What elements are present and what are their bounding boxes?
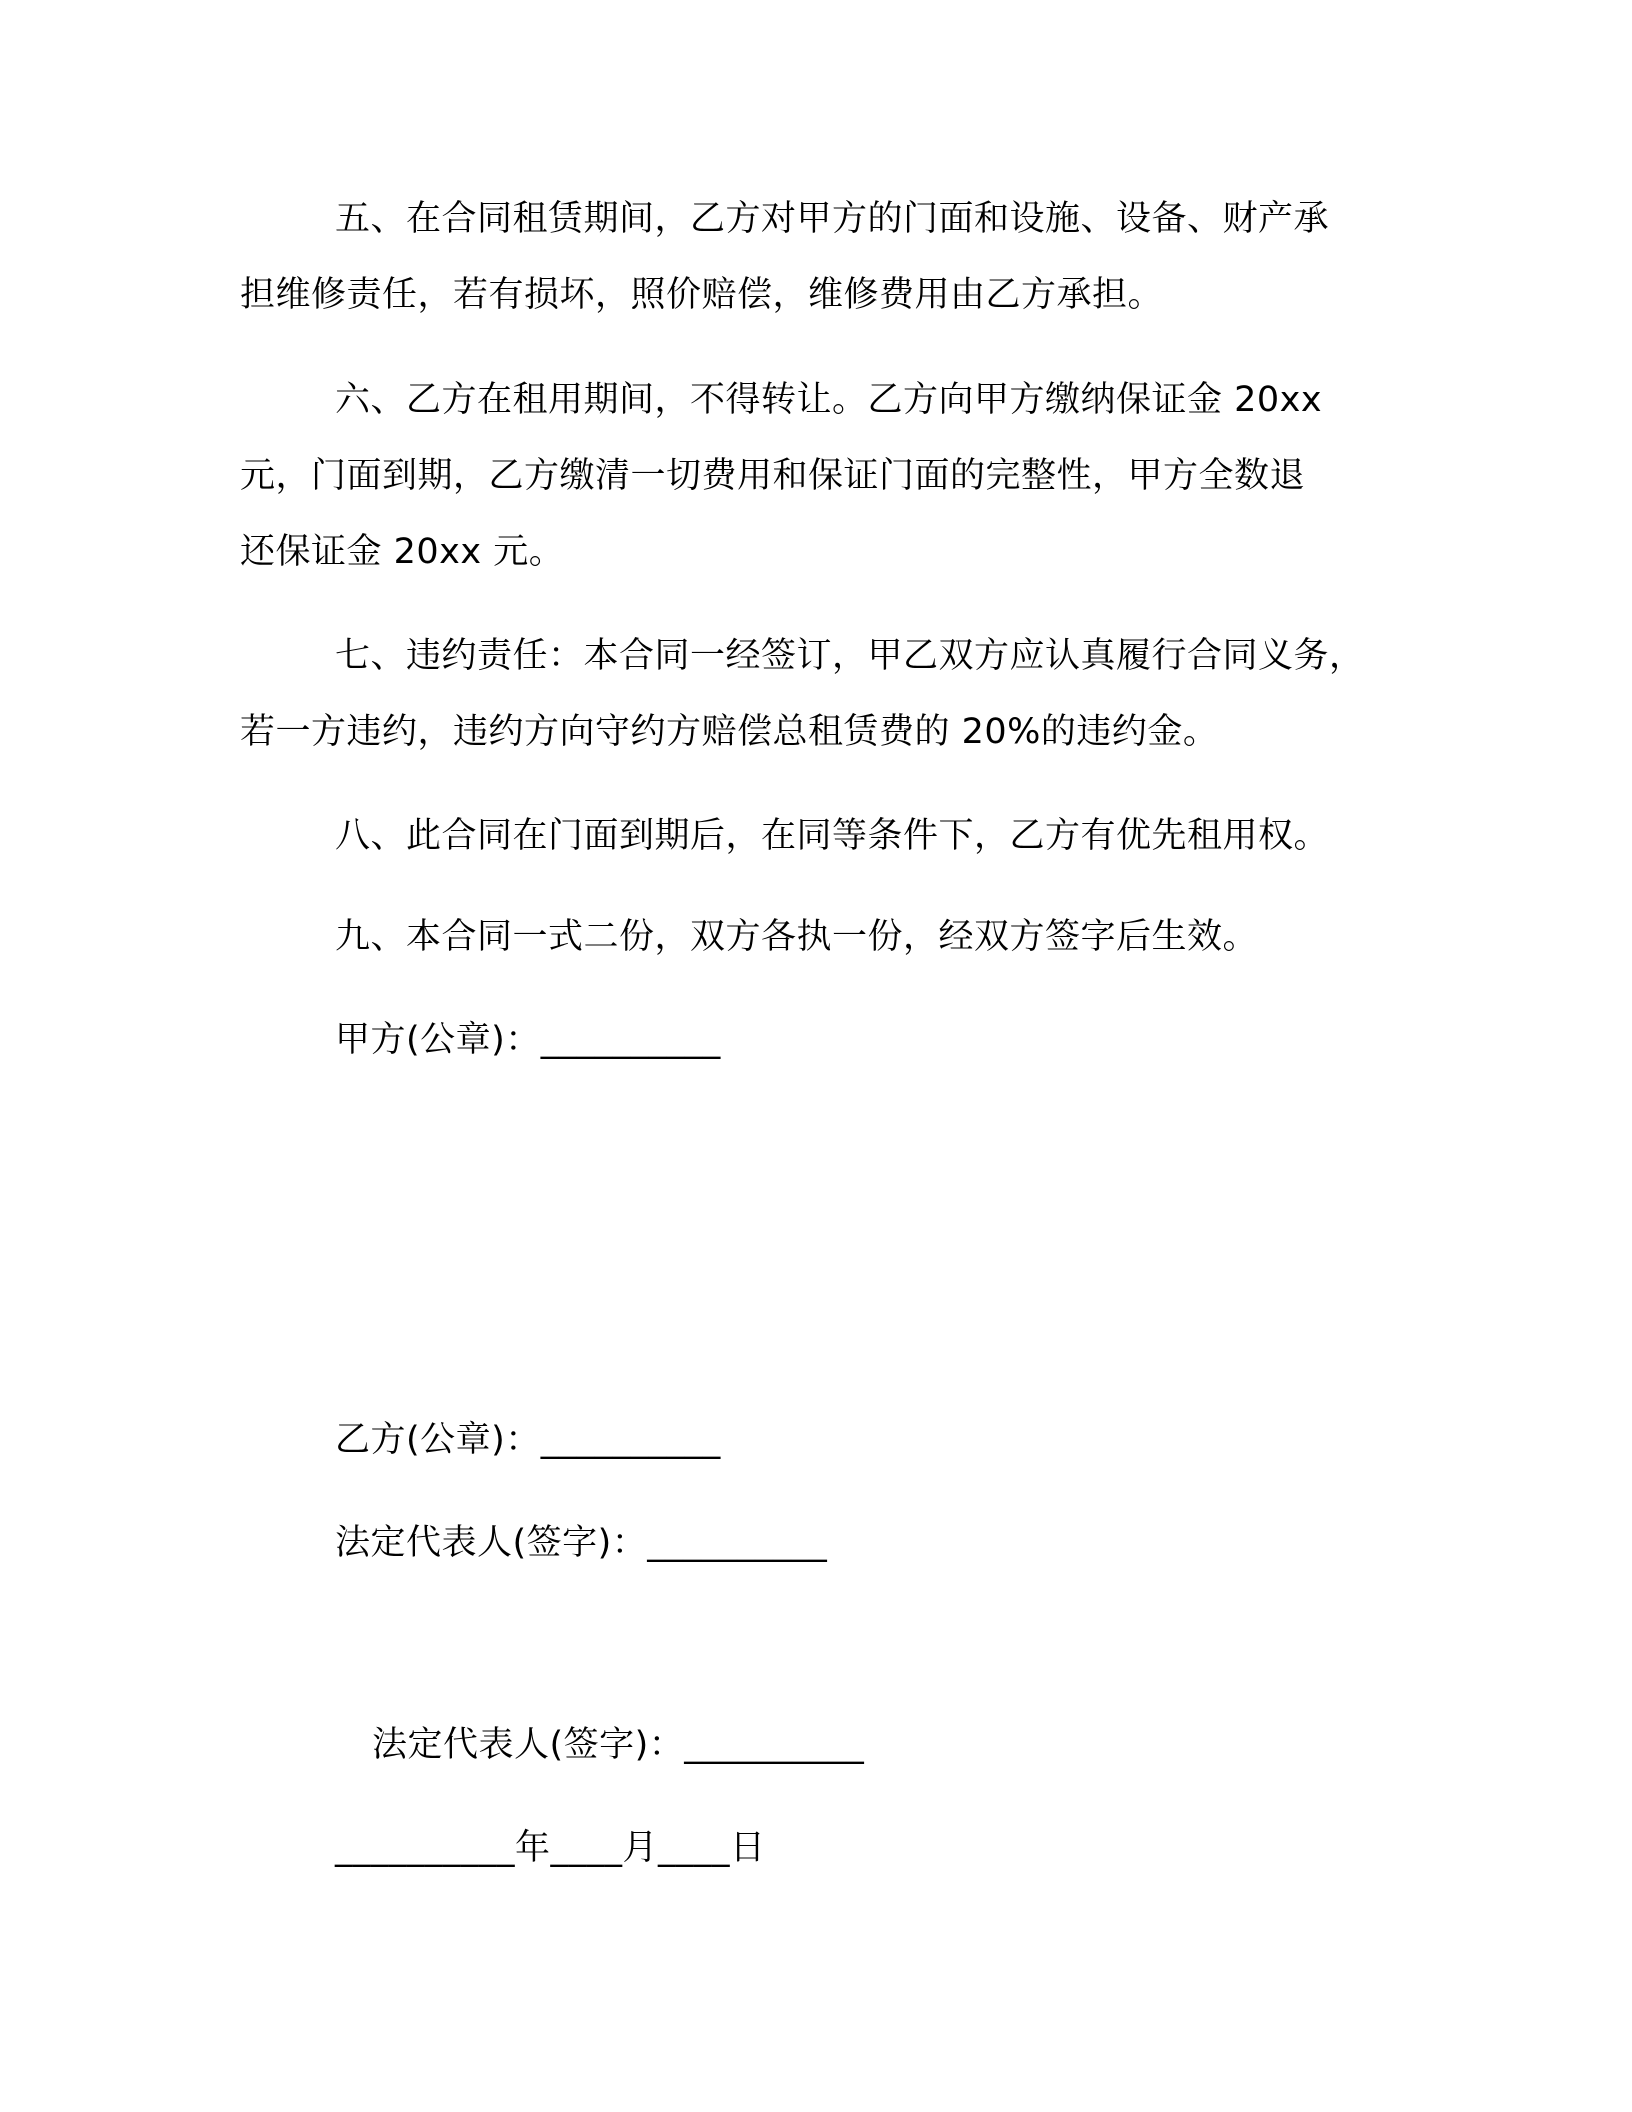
party-a-seal-field: 甲方(公章)：__________ <box>335 1020 721 1060</box>
clause-8: 八、此合同在门面到期后，在同等条件下，乙方有优先租用权。 <box>335 816 1330 856</box>
clause-9: 九、本合同一式二份，双方各执一份，经双方签字后生效。 <box>335 917 1259 957</box>
party-b-seal-field: 乙方(公章)：__________ <box>335 1420 721 1460</box>
legal-rep-signature-field-2: 法定代表人(签字)：__________ <box>372 1725 865 1765</box>
clause-6-line-2: 元，门面到期，乙方缴清一切费用和保证门面的完整性，甲方全数退 <box>240 456 1306 496</box>
clause-6-line-3: 还保证金 20xx 元。 <box>240 532 565 572</box>
clause-5-line-1: 五、在合同租赁期间，乙方对甲方的门面和设施、设备、财产承 <box>335 199 1330 239</box>
clause-5-line-2: 担维修责任，若有损坏，照价赔偿，维修费用由乙方承担。 <box>240 275 1164 315</box>
clause-7-line-1: 七、违约责任：本合同一经签订，甲乙双方应认真履行合同义务， <box>335 636 1365 676</box>
clause-7-line-2: 若一方违约，违约方向守约方赔偿总租赁费的 20%的违约金。 <box>240 712 1219 752</box>
date-field: __________年____月____日 <box>335 1828 766 1868</box>
legal-rep-signature-field-1: 法定代表人(签字)：__________ <box>335 1523 828 1563</box>
clause-6-line-1: 六、乙方在租用期间，不得转让。乙方向甲方缴纳保证金 20xx <box>335 380 1323 420</box>
